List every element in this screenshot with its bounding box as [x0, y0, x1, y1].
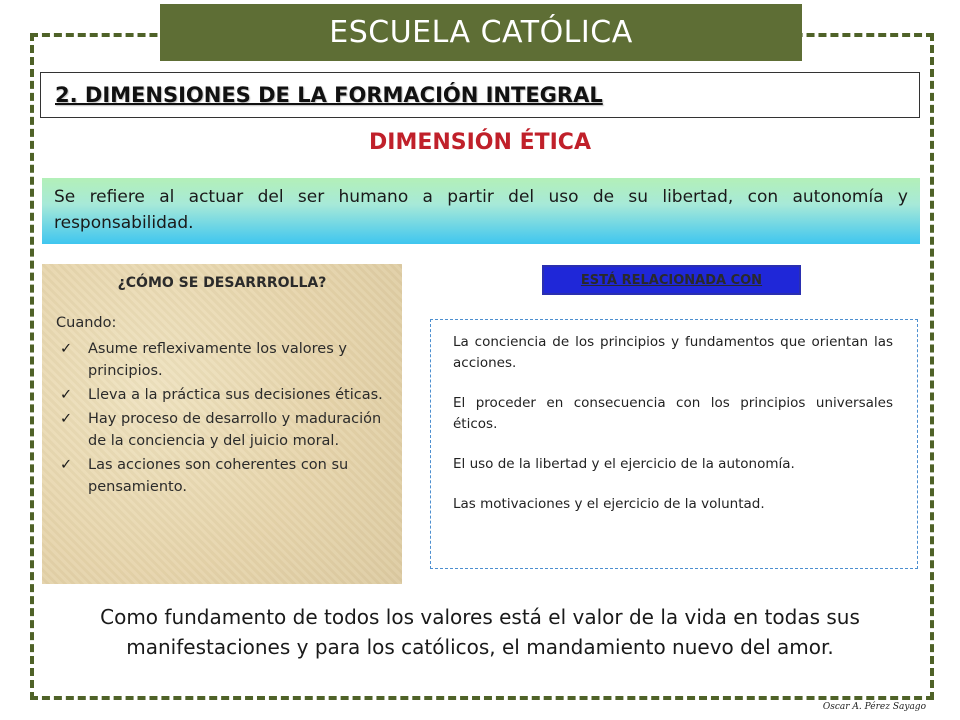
related-label [542, 265, 801, 295]
list-item [56, 338, 388, 382]
check-icon: ✓ [60, 457, 73, 473]
development-title: ¿CÓMO SE DESARRROLLA? [117, 275, 327, 291]
list-item-text: Las acciones son coherentes con su pensamiento. [88, 457, 349, 495]
related-panel [430, 319, 918, 569]
dimension-title: DIMENSIÓN ÉTICA [369, 130, 591, 155]
development-list [56, 338, 388, 498]
list-item [56, 454, 388, 498]
section-heading-text: 2. DIMENSIONES DE LA FORMACIÓN INTEGRAL [55, 83, 603, 107]
closing-statement: Como fundamento de todos los valores está el valor de la vida en todas sus manifestaciones y para los católicos, el mandamiento nuevo del amor. [100, 605, 860, 659]
development-panel [42, 264, 402, 584]
related-item: El uso de la libertad y el ejercicio de la autonomía. [453, 456, 795, 472]
definition-box [42, 178, 920, 244]
development-intro: Cuando: [56, 315, 117, 331]
section-heading [40, 72, 920, 118]
list-item [56, 384, 388, 406]
list-item-text: Asume reflexivamente los valores y principios. [88, 341, 347, 379]
page-title [160, 4, 802, 61]
check-icon: ✓ [60, 411, 73, 427]
page-title-text: ESCUELA CATÓLICA [329, 15, 633, 50]
list-item-text: Lleva a la práctica sus decisiones éticas. [88, 387, 383, 403]
related-item: Las motivaciones y el ejercicio de la voluntad. [453, 496, 765, 512]
definition-text: Se refiere al actuar del ser humano a partir del uso de su libertad, con autonomía y responsabilidad. [54, 187, 908, 233]
author-signature: Oscar A. Pérez Sayago [822, 702, 926, 712]
related-item: El proceder en consecuencia con los principios universales éticos. [453, 395, 893, 432]
related-label-text: ESTÁ RELACIONADA CON [580, 272, 763, 288]
check-icon: ✓ [60, 387, 73, 403]
check-icon: ✓ [60, 341, 73, 357]
related-item: La conciencia de los principios y fundamentos que orientan las acciones. [453, 334, 893, 371]
list-item [56, 408, 388, 452]
list-item-text: Hay proceso de desarrollo y maduración de la conciencia y del juicio moral. [88, 411, 382, 449]
